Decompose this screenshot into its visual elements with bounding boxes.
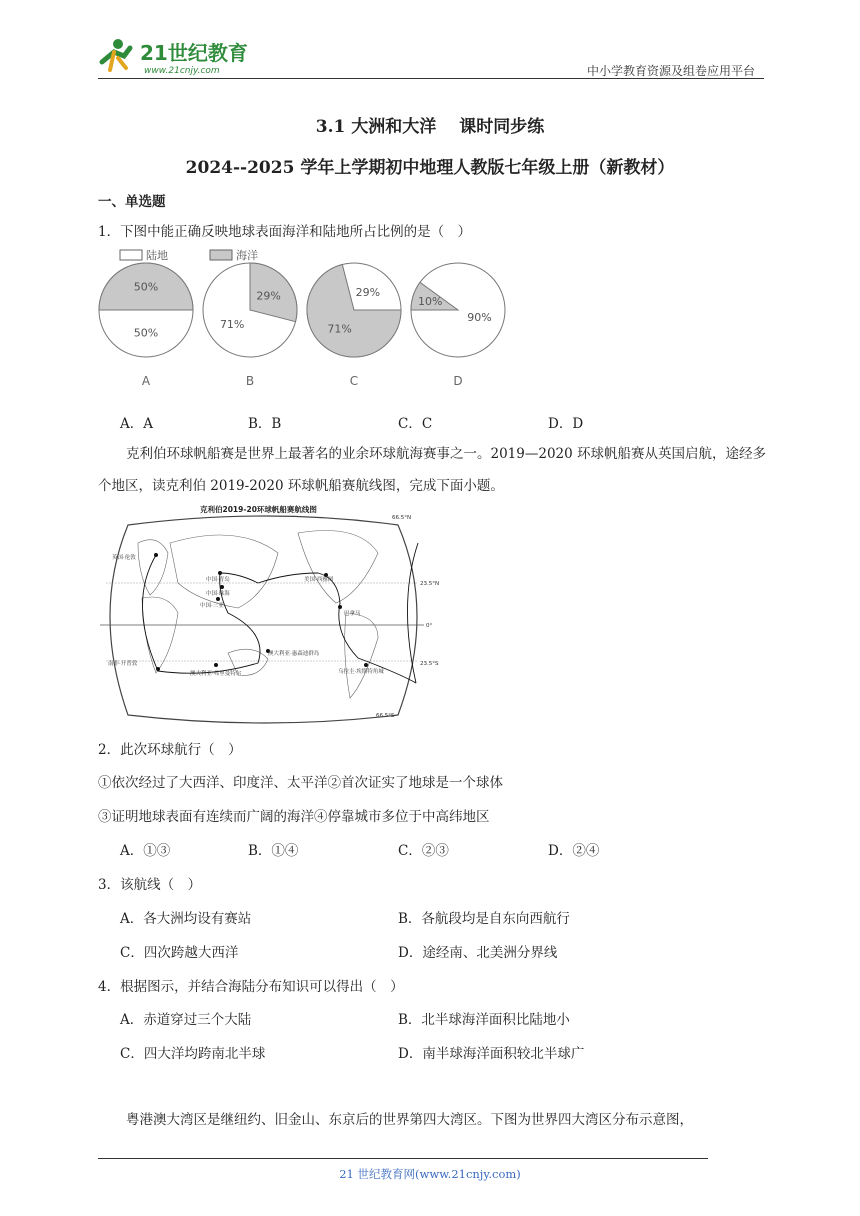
- footer-divider: [98, 1158, 708, 1159]
- port-sanya: 中国·三亚: [200, 603, 224, 609]
- footer-text: 21 世纪教育网(www.21cnjy.com): [339, 1167, 521, 1181]
- section-heading: 一、单选题: [98, 194, 166, 210]
- q1-option-a[interactable]: A．A: [120, 416, 153, 432]
- page-title: 3.1 大洲和大洋 课时同步练: [315, 117, 545, 137]
- header-divider: [98, 78, 764, 79]
- lat-23n: 23.5°N: [420, 581, 440, 587]
- port-capetown: 南非·开普敦: [108, 661, 138, 667]
- lat-66n: 66.5°N: [392, 515, 412, 521]
- q1-option-c[interactable]: C．C: [398, 416, 433, 432]
- q1-option-d[interactable]: D．D: [548, 416, 584, 432]
- legend-ocean-label: 海洋: [236, 249, 258, 262]
- site-logo: [96, 36, 261, 78]
- q4-option-b[interactable]: B．北半球海洋面积比陆地小: [398, 1012, 570, 1028]
- q2-option-a[interactable]: A．①③: [120, 843, 171, 859]
- port-fremantle: 澳大利亚·弗里曼特尔: [190, 671, 242, 677]
- pie-ocean-label: 50%: [133, 280, 159, 294]
- q2-option-c[interactable]: C．②③: [398, 843, 449, 859]
- pie-land-label: 50%: [133, 326, 159, 340]
- map-title: 克利伯2019-20环球帆船赛航线图: [200, 505, 317, 514]
- q4-option-c[interactable]: C．四大洋均跨南北半球: [120, 1046, 266, 1062]
- q4-option-d[interactable]: D．南半球海洋面积较北半球广: [398, 1046, 585, 1062]
- port-punta-del-este: 乌拉圭·埃斯特角城: [338, 669, 384, 675]
- pie-ocean-label: 10%: [418, 294, 443, 308]
- q3-option-a[interactable]: A．各大洲均设有赛站: [120, 911, 252, 927]
- q1-stem: 1．下图中能正确反映地球表面海洋和陆地所占比例的是（ ）: [98, 224, 472, 240]
- q2-statements-2: ③证明地球表面有连续而广阔的海洋④停靠城市多位于中高纬地区: [98, 809, 490, 825]
- passage-1: 克利伯环球帆船赛是世界上最著名的业余环球航海赛事之一。2019—2020 环球帆船赛从英国启航，途经多个地区，读克利伯 2019-2020 环球帆船赛航线图，完成下面小题。: [98, 446, 767, 494]
- pie-land-label: 90%: [467, 310, 492, 324]
- port-whitsunday: 澳大利亚·惠森迪群岛: [268, 651, 320, 657]
- q4-stem: 4．根据图示，并结合海陆分布知识可以得出（ ）: [98, 979, 404, 995]
- pie-land-label: 71%: [219, 317, 245, 331]
- legend-ocean-swatch: [210, 250, 232, 260]
- q3-option-b[interactable]: B．各航段均是自东向西航行: [398, 911, 570, 927]
- legend-land-swatch: [120, 250, 142, 260]
- logo-url: www.21cnjy.com: [144, 66, 220, 76]
- port-zhuhai: 中国·珠海: [206, 591, 230, 597]
- q3-stem: 3．该航线（ ）: [98, 877, 202, 893]
- pie-b: [203, 263, 297, 388]
- port-seattle: 美国·西雅图: [304, 577, 334, 583]
- runner-icon: [102, 39, 130, 70]
- legend-land-label: 陆地: [146, 249, 168, 262]
- q1-figure: [98, 246, 518, 396]
- logo-text: 21世纪教育: [140, 41, 248, 65]
- q4-option-a[interactable]: A．赤道穿过三个大陆: [120, 1012, 252, 1028]
- q3-option-d[interactable]: D．途经南、北美洲分界线: [398, 945, 558, 961]
- pie-letter: D: [453, 374, 463, 388]
- passage-2: 粤港澳大湾区是继纽约、旧金山、东京后的世界第四大湾区。下图为世界四大湾区分布示意图，: [126, 1112, 693, 1128]
- q2-stem: 2．此次环球航行（ ）: [98, 742, 242, 758]
- pie-ocean-label: 71%: [327, 322, 352, 336]
- q2-option-d[interactable]: D．②④: [548, 843, 600, 859]
- pie-a: [99, 263, 193, 388]
- pie-land-label: 29%: [355, 286, 381, 300]
- pie-letter: A: [141, 374, 151, 388]
- q1-option-b[interactable]: B．B: [248, 416, 282, 432]
- page-subtitle: 2024--2025 学年上学期初中地理人教版七年级上册（新教材）: [185, 158, 675, 178]
- pie-ocean-label: 29%: [256, 289, 281, 303]
- map-frame: [110, 516, 417, 723]
- q2-option-b[interactable]: B．①④: [248, 843, 299, 859]
- pie-d: [411, 263, 505, 388]
- lat-23s: 23.5°S: [420, 661, 439, 667]
- pie-c: [307, 263, 401, 388]
- port-panama: 巴拿马: [344, 611, 361, 617]
- lat-66s: 66.5°S: [376, 713, 395, 719]
- platform-name: 中小学教育资源及组卷应用平台: [586, 64, 755, 78]
- pie-letter: B: [245, 374, 255, 388]
- port-qingdao: 中国·青岛: [206, 577, 230, 583]
- port-london: 英国·伦敦: [112, 555, 136, 561]
- q2-statements-1: ①依次经过了大西洋、印度洋、太平洋②首次证实了地球是一个球体: [98, 775, 503, 791]
- q3-option-c[interactable]: C．四次跨越大西洋: [120, 945, 239, 961]
- route-map: [98, 503, 440, 725]
- pie-letter: C: [349, 374, 359, 388]
- lat-0: 0°: [426, 623, 433, 629]
